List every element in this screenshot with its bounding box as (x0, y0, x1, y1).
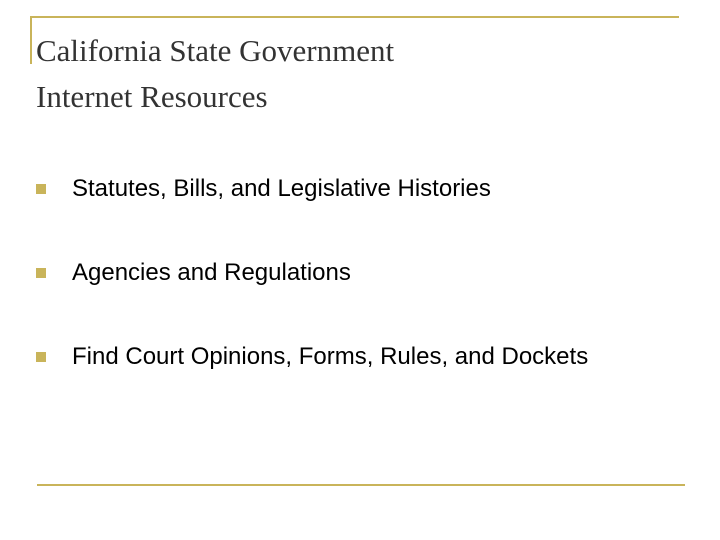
bullet-text: Statutes, Bills, and Legislative Histories (72, 175, 491, 202)
bullet-text: Find Court Opinions, Forms, Rules, and Dockets (72, 343, 589, 370)
square-bullet-icon (36, 352, 46, 362)
left-rule (30, 16, 32, 64)
title-line-1: California State Government (36, 33, 395, 68)
bullet-text: Agencies and Regulations (72, 259, 351, 286)
list-item (36, 340, 676, 374)
title-line-2: Internet Resources (36, 79, 268, 114)
list-item (36, 172, 676, 206)
square-bullet-icon (36, 184, 46, 194)
list-item (36, 256, 676, 290)
slide-title (36, 28, 676, 120)
square-bullet-icon (36, 268, 46, 278)
bottom-rule (37, 484, 685, 486)
bullet-list (36, 172, 676, 374)
top-rule (31, 16, 679, 18)
